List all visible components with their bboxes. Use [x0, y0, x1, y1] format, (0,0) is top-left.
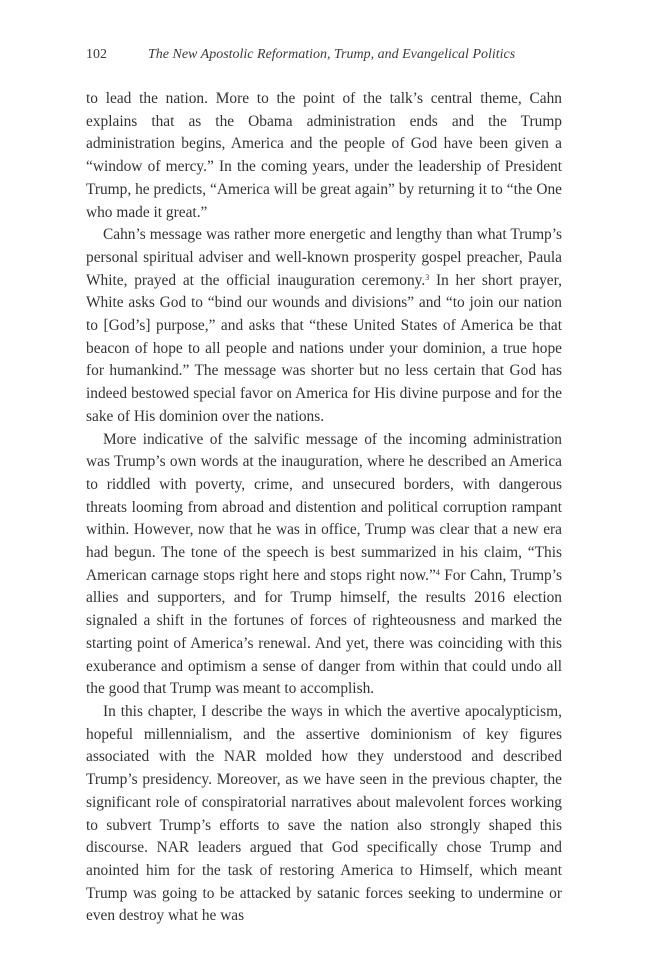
paragraph-3: [86, 429, 562, 701]
paragraph-1: [86, 88, 562, 224]
page-number: 102: [86, 47, 107, 62]
running-title: The New Apostolic Reformation, Trump, and Evangelical Politics: [148, 47, 516, 62]
paragraph-text: Cahn’s message was rather more energetic and lengthy than what Trump’s personal spiritual adviser and well-known prosperity gospel preacher, Paula White, prayed at the official inauguration ceremony.: [86, 226, 562, 289]
paragraph-text: In her short prayer, White asks God to “bind our wounds and divisions” and “to join our nation to [God’s] purpose,” and asks that “these United States of America be that beacon of hope to all people and nations under your dominion, a true hope for humankind.” The message was shorter but no less certain that God has indeed bestowed special favor on America for His divine purpose and for the sake of His dominion over the nations.: [86, 271, 562, 425]
paragraph-text: to lead the nation. More to the point of the talk’s central theme, Cahn explains that as the Obama administration ends and the Trump administration begins, America and the people of God have been given a “window of mercy.” In the coming years, under the leadership of President Trump, he predicts, “America will be great again” by returning it to “the One who made it great.”: [86, 90, 562, 221]
paragraph-2: [86, 224, 562, 428]
paragraph-text: In this chapter, I describe the ways in which the avertive apocalypticism, hopeful millennialism, and the assertive dominionism of key figures associated with the NAR molded how they understood and described Trump’s presidency. Moreover, as we have seen in the previous chapter, the significant role of conspiratorial narratives about malevolent forces working to subvert Trump’s efforts to save the nation also strongly shaped this discourse. NAR leaders argued that God specifically chose Trump and anointed him for the task of restoring America to Himself, which meant Trump was going to be attacked by satanic forces seeking to undermine or even destroy what he was: [86, 702, 562, 925]
footnote-reference-4[interactable]: 4: [435, 567, 440, 577]
body-text: [86, 88, 562, 928]
paragraph-text: More indicative of the salvific message of the incoming administration was Trump’s own words at the inauguration, where he described an America to riddled with poverty, crime, and unsecured borders, with dangerous threats looming from abroad and distention and political corruption rampant within. However, now that he was in office, Trump was clear that a new era had begun. The tone of the speech is best summarized in his claim, “This American carnage stops right here and stops right now.”: [86, 430, 562, 584]
footnote-reference-3[interactable]: 3: [425, 272, 430, 282]
paragraph-4: [86, 701, 562, 928]
running-header: [86, 44, 566, 66]
paragraph-text: For Cahn, Trump’s allies and supporters, and for Trump himself, the results 2016 election signaled a shift in the fortunes of forces of righteousness and marked the starting point of America’s renewal. And yet, there was coinciding with this exuberance and optimism a sense of danger from within that could undo all the good that Trump was meant to accomplish.: [86, 566, 562, 698]
